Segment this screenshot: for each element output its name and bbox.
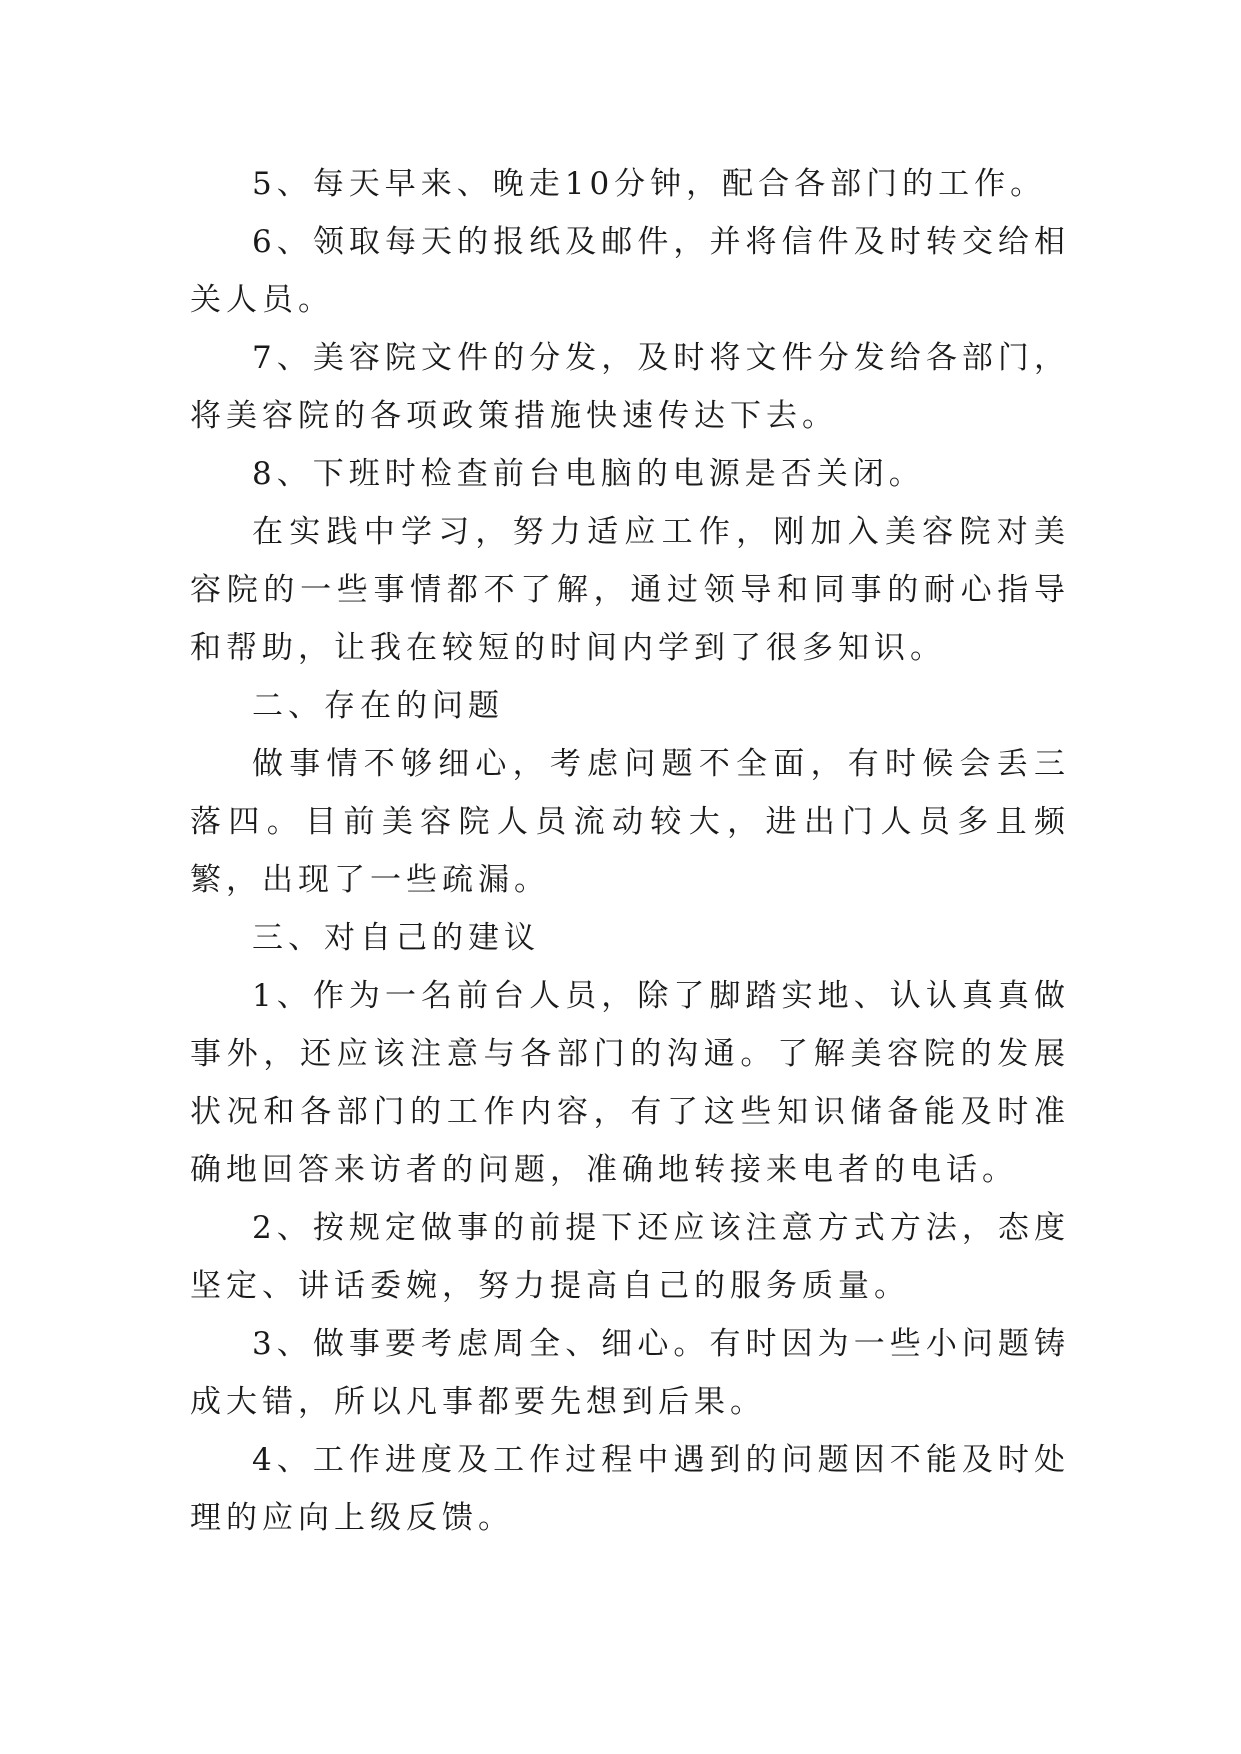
paragraph-item-5: 5、每天早来、晚走10分钟，配合各部门的工作。: [252, 166, 1047, 202]
paragraph-item-7: 7、美容院文件的分发，及时将文件分发给各部门，将美容院的各项政策措施快速传达下去。: [190, 340, 1070, 434]
section-heading-suggestions: 三、对自己的建议: [252, 920, 540, 956]
paragraph-problems: 做事情不够细心，考虑问题不全面，有时候会丢三落四。目前美容院人员流动较大，进出门人员多且频繁，出现了一些疏漏。: [190, 746, 1070, 898]
paragraph-learning: 在实践中学习，努力适应工作，刚加入美容院对美容院的一些事情都不了解，通过领导和同事的耐心指导和帮助，让我在较短的时间内学到了很多知识。: [190, 514, 1070, 666]
suggestion-item-1: 1、作为一名前台人员，除了脚踏实地、认认真真做事外，还应该注意与各部门的沟通。了解美容院的发展状况和各部门的工作内容，有了这些知识储备能及时准确地回答来访者的问题，准确地转接来电者的电话。: [190, 978, 1070, 1188]
section-heading-problems: 二、存在的问题: [252, 688, 504, 724]
paragraph-item-6: 6、领取每天的报纸及邮件，并将信件及时转交给相关人员。: [190, 224, 1070, 318]
suggestion-item-3: 3、做事要考虑周全、细心。有时因为一些小问题铸成大错，所以凡事都要先想到后果。: [190, 1326, 1070, 1420]
paragraph-item-8: 8、下班时检查前台电脑的电源是否关闭。: [252, 456, 925, 492]
suggestion-item-4: 4、工作进度及工作过程中遇到的问题因不能及时处理的应向上级反馈。: [190, 1442, 1070, 1536]
suggestion-item-2: 2、按规定做事的前提下还应该注意方式方法，态度坚定、讲话委婉，努力提高自己的服务质量。: [190, 1210, 1070, 1304]
document-body: [190, 155, 1070, 1547]
